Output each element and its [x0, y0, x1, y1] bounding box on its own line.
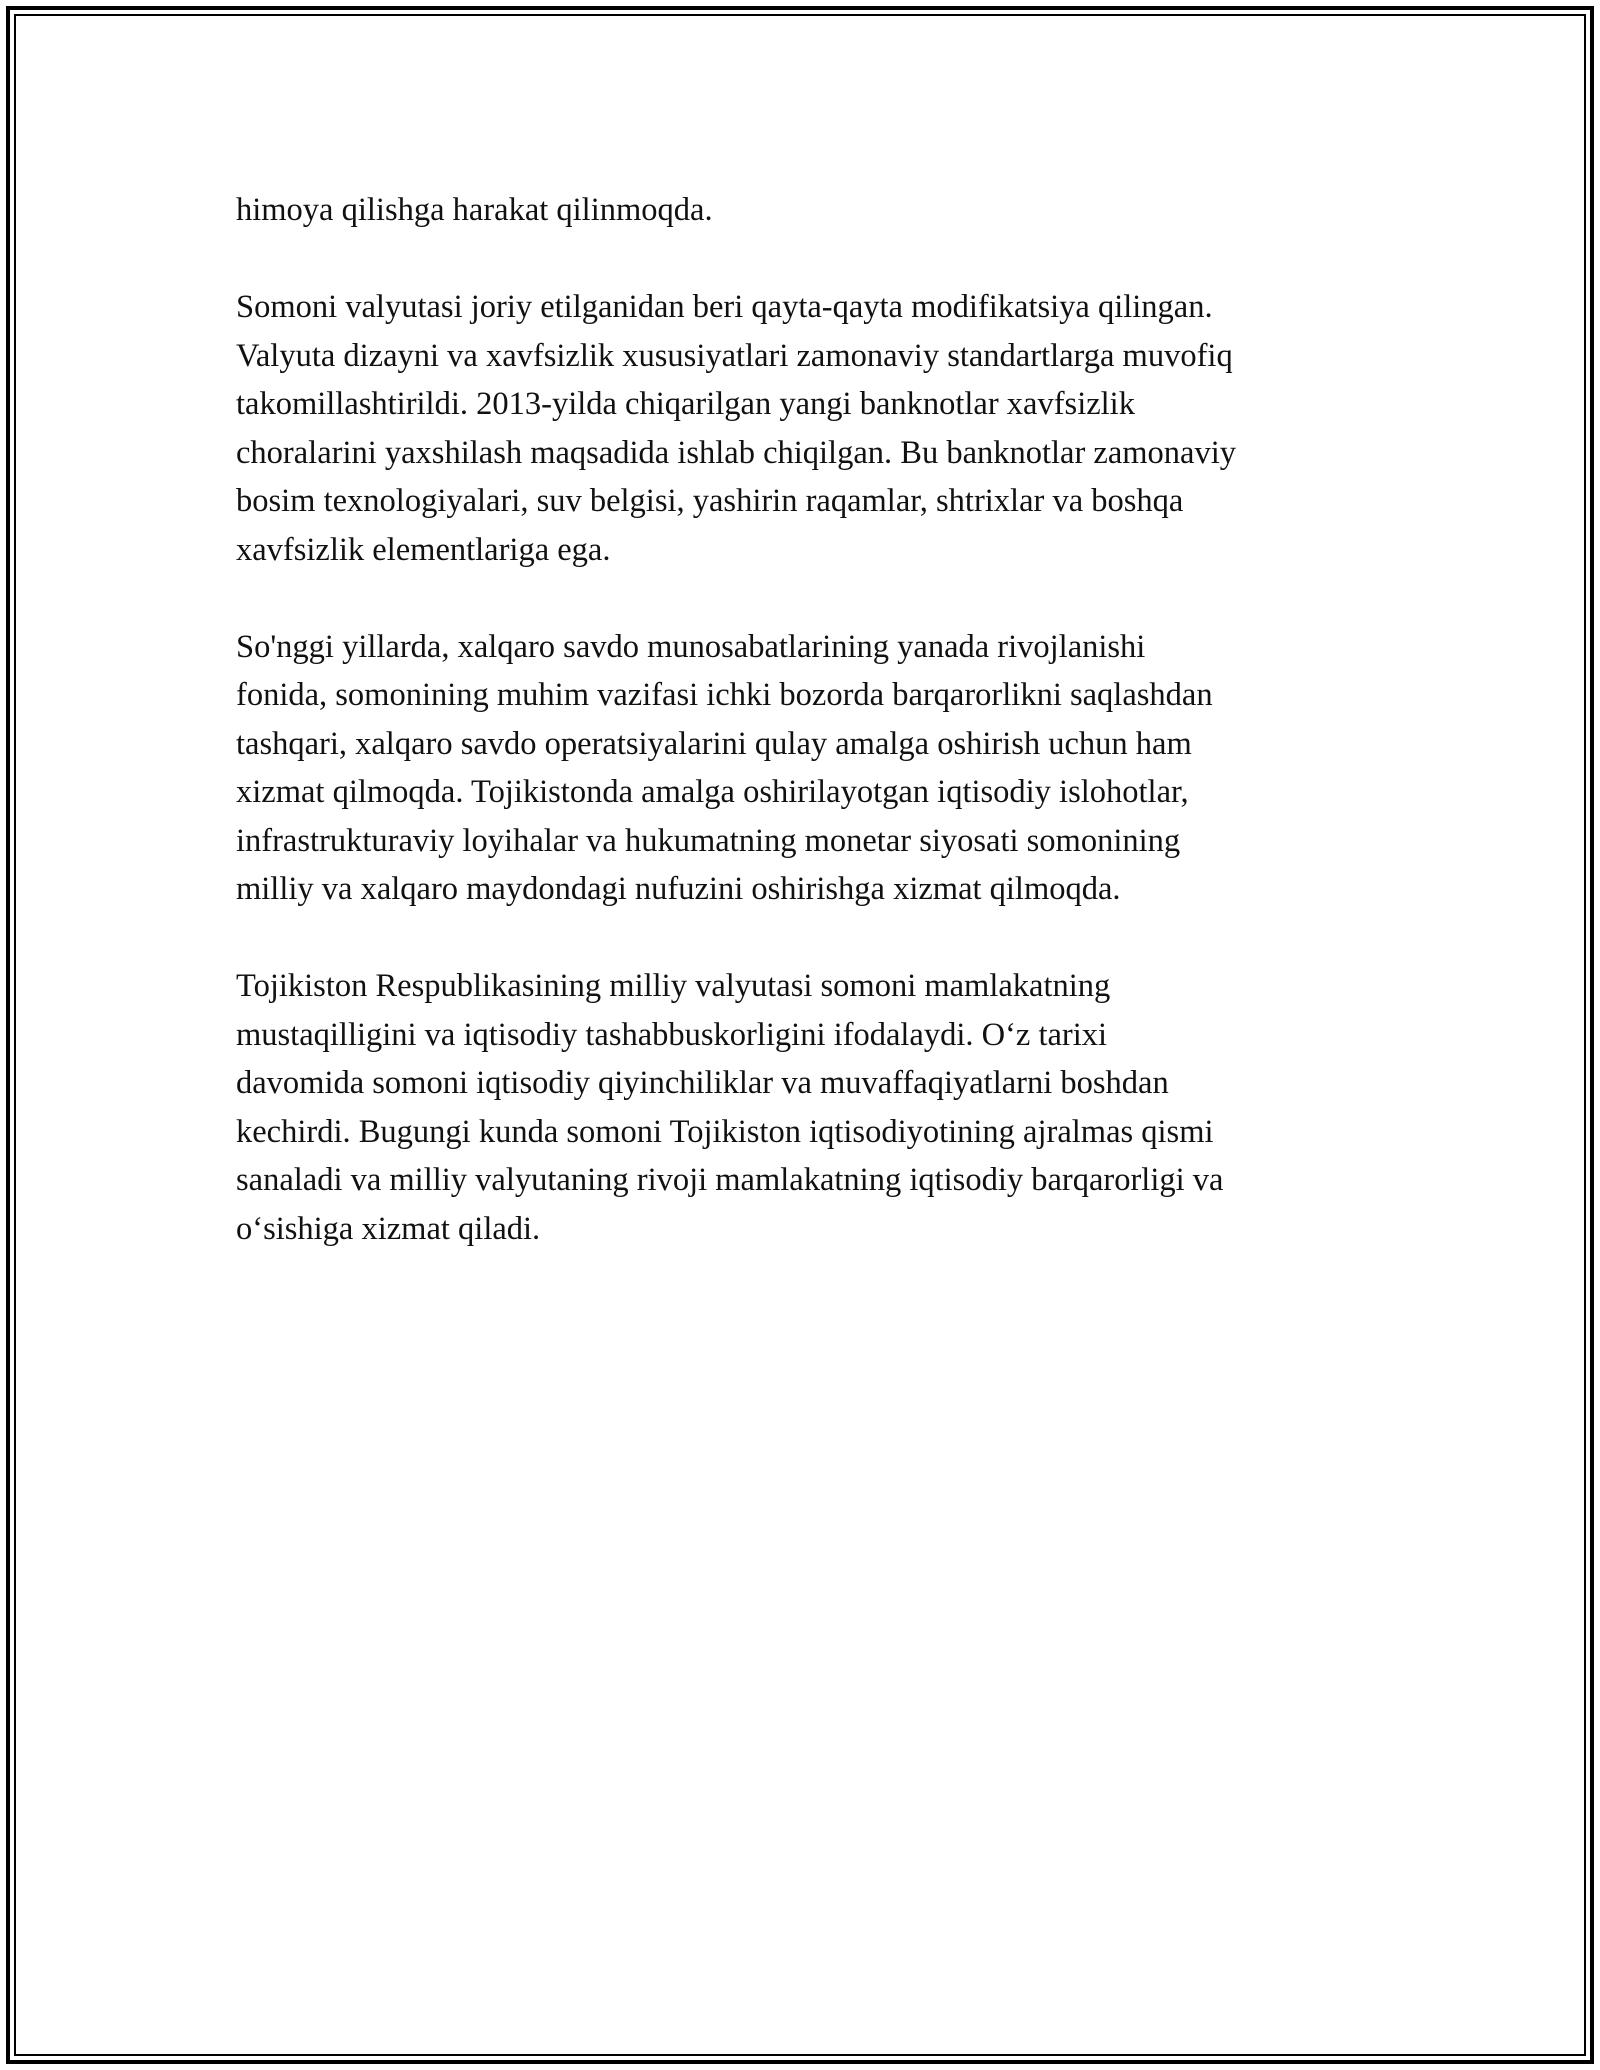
text-line: tashqari, xalqaro savdo operatsiyalarini qulay amalga oshirish uchun ham	[236, 725, 1192, 762]
text-line: fonida, somonining muhim vazifasi ichki bozorda barqarorlikni saqlashdan	[236, 677, 1213, 713]
text-line: davomida somoni iqtisodiy qiyinchiliklar va muvaffaqiyatlarni boshdan	[236, 1065, 1169, 1101]
text-line: himoya qilishga harakat qilinmoqda.	[236, 192, 713, 228]
text-line: So'nggi yillarda, xalqaro savdo munosabatlarining yanada rivojlanishi	[236, 628, 1146, 665]
text-line: mustaqilligini va iqtisodiy tashabbuskorligini ifodalaydi. Oʻz tarixi	[236, 1016, 1108, 1053]
text-line: bosim texnologiyalari, suv belgisi, yashirin raqamlar, shtrixlar va boshqa	[236, 483, 1184, 519]
text-line: milliy va xalqaro maydondagi nufuzini oshirishga xizmat qilmoqda.	[236, 871, 1121, 907]
paragraph-3	[236, 623, 1376, 914]
paragraph-1	[236, 186, 1376, 235]
text-line: infrastrukturaviy loyihalar va hukumatning monetar siyosati somonining	[236, 822, 1181, 859]
paragraph-4	[236, 962, 1376, 1253]
text-line: Somoni valyutasi joriy etilganidan beri qayta-qayta modifikatsiya qilingan.	[236, 289, 1213, 325]
text-line: choralarini yaxshilash maqsadida ishlab chiqilgan. Bu banknotlar zamonaviy	[236, 434, 1237, 471]
text-line: xavfsizlik elementlariga ega.	[236, 531, 611, 568]
text-line: xizmat qilmoqda. Tojikistonda amalga oshirilayotgan iqtisodiy islohotlar,	[236, 774, 1189, 810]
text-line: Valyuta dizayni va xavfsizlik xususiyatlari zamonaviy standartlarga muvofiq	[236, 337, 1233, 374]
text-line: Tojikiston Respublikasining milliy valyutasi somoni mamlakatning	[236, 968, 1111, 1004]
text-line: takomillashtirildi. 2013-yilda chiqarilgan yangi banknotlar xavfsizlik	[236, 386, 1135, 422]
text-line: sanaladi va milliy valyutaning rivoji mamlakatning iqtisodiy barqarorligi va	[236, 1162, 1224, 1198]
document-body	[236, 186, 1376, 1302]
text-line: kechirdi. Bugungi kunda somoni Tojikiston iqtisodiyotining ajralmas qismi	[236, 1113, 1214, 1150]
text-line: oʻsishiga xizmat qiladi.	[236, 1210, 541, 1247]
paragraph-2	[236, 283, 1376, 574]
